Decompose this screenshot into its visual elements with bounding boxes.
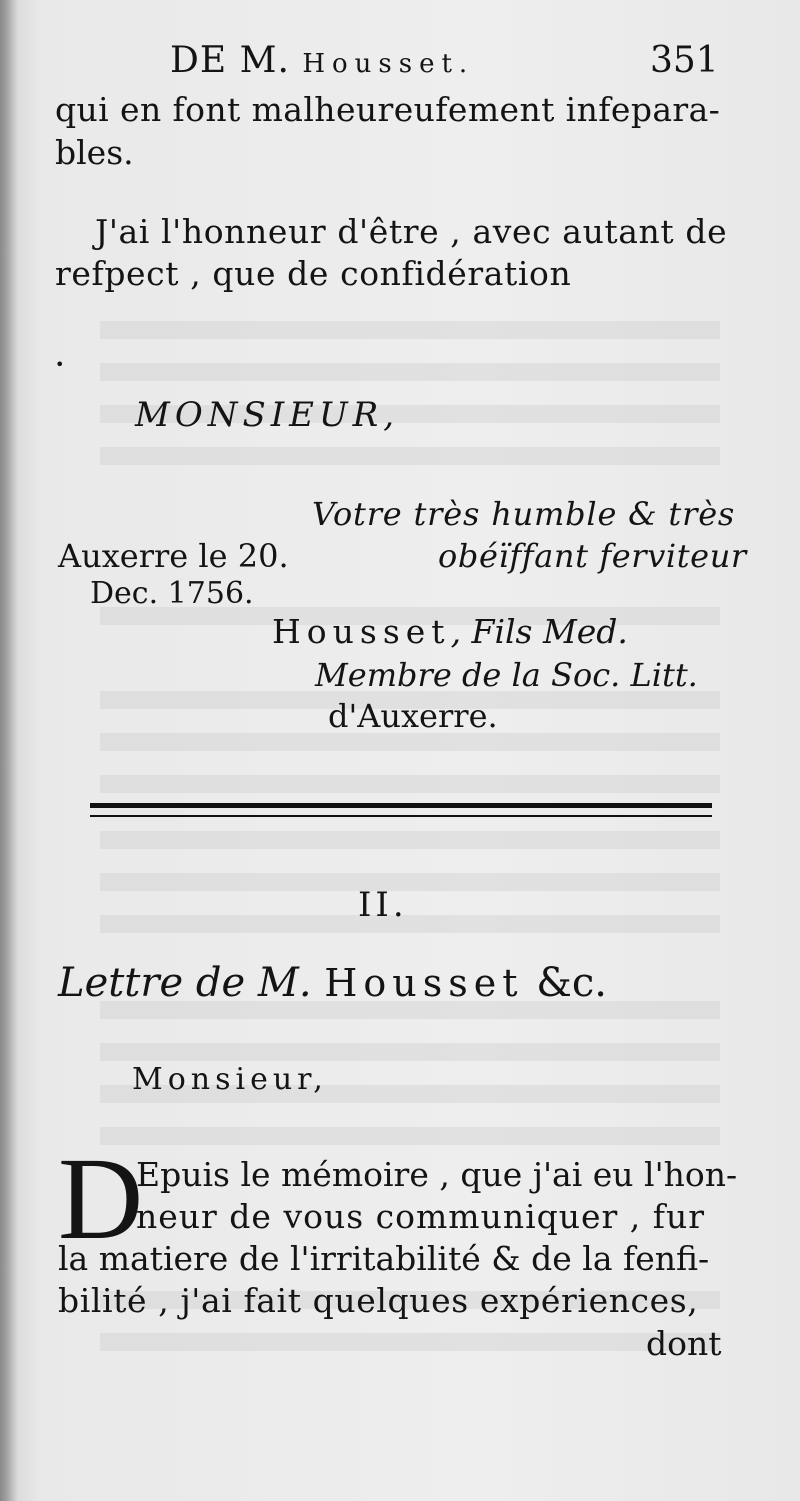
section-rule-thin: [90, 815, 712, 817]
section-title-name: Housset: [324, 961, 524, 1005]
letter-salutation: Monsieur,: [132, 1062, 328, 1097]
signature-title: , Fils Med.: [450, 612, 628, 651]
body-line-2: bles.: [55, 133, 134, 172]
letter-line-4: bilité , j'ai fait quelques expériences,: [58, 1281, 699, 1320]
section-title-suffix: &c.: [536, 960, 607, 1006]
stray-mark: •: [55, 355, 65, 374]
place-date-line-2: Dec. 1756.: [90, 576, 254, 611]
catchword: dont: [646, 1324, 722, 1363]
running-head-name: Housset.: [302, 49, 475, 79]
membership-line-1: Membre de la Soc. Litt.: [315, 656, 698, 694]
signature: [272, 612, 628, 651]
closing-formula-line-1: Votre très humble & très: [312, 495, 736, 533]
running-head-prefix: DE M.: [170, 40, 290, 81]
place-date-line-1: Auxerre le 20.: [58, 537, 289, 575]
closing-salutation: MONSIEUR,: [135, 395, 400, 435]
body-line-1: qui en font malheureufement infepara-: [55, 90, 721, 129]
membership-line-2: d'Auxerre.: [328, 697, 498, 735]
signature-name: Housset: [272, 612, 451, 651]
section-title: [58, 960, 607, 1006]
closing-formula-line-2: obéïffant ferviteur: [438, 537, 747, 575]
body-line-4: refpect , que de confidération: [55, 254, 572, 293]
letter-line-2: neur de vous communiquer , fur: [136, 1197, 706, 1236]
letter-line-3: la matiere de l'irritabilité & de la fenfi-: [58, 1239, 710, 1278]
page-number: 351: [650, 40, 719, 81]
section-rule-thick: [90, 803, 712, 808]
body-line-3: J'ai l'honneur d'être , avec autant de: [95, 212, 728, 251]
letter-line-1: Epuis le mémoire , que j'ai eu l'hon-: [136, 1155, 738, 1194]
running-head: [170, 40, 474, 81]
drop-cap: D: [58, 1133, 144, 1264]
section-title-prefix: Lettre de M.: [58, 960, 312, 1006]
section-number: II.: [358, 885, 408, 925]
